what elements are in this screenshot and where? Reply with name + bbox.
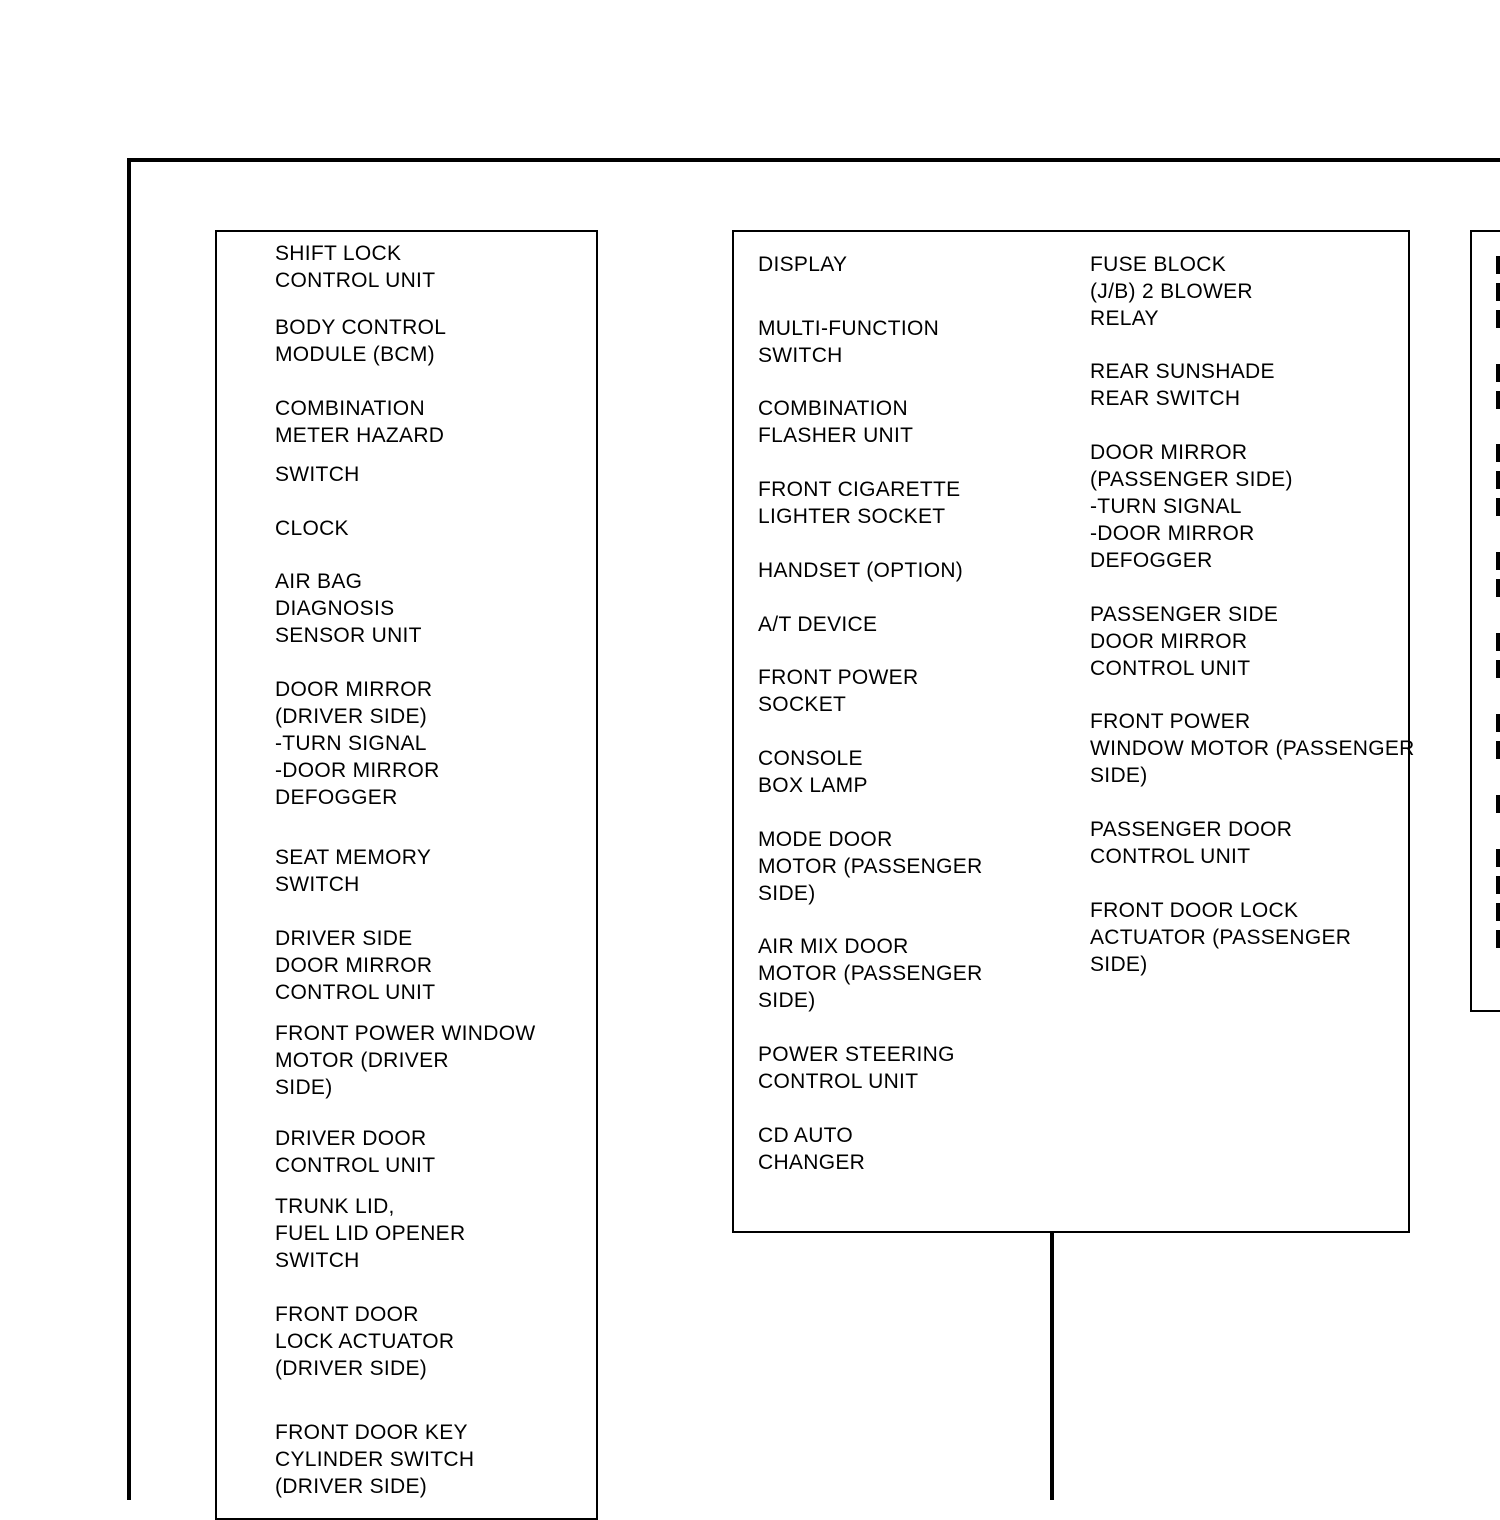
- component-label: DRIVER SIDE DOOR MIRROR CONTROL UNIT: [275, 927, 436, 1004]
- component-label: AIR MIX DOOR MOTOR (PASSENGER SIDE): [758, 935, 983, 1012]
- clipped-text-fragment: [1496, 795, 1500, 813]
- clipped-text-fragment: [1496, 741, 1500, 759]
- component-label: A/T DEVICE: [758, 613, 878, 636]
- component-label: HANDSET (OPTION): [758, 559, 964, 582]
- outer-frame-top: [127, 158, 1500, 162]
- component-label: FRONT POWER SOCKET: [758, 666, 919, 716]
- component-label: REAR SUNSHADE REAR SWITCH: [1090, 360, 1275, 410]
- right-component-box-partial: [1470, 230, 1500, 1012]
- component-label: DISPLAY: [758, 253, 848, 276]
- component-label: CONSOLE BOX LAMP: [758, 747, 868, 797]
- component-label: FRONT CIGARETTE LIGHTER SOCKET: [758, 478, 961, 528]
- component-label: MULTI-FUNCTION SWITCH: [758, 317, 940, 367]
- clipped-text-fragment: [1496, 930, 1500, 948]
- component-label: FRONT POWER WINDOW MOTOR (DRIVER SIDE): [275, 1022, 536, 1099]
- component-label: FRONT POWER WINDOW MOTOR (PASSENGER SIDE): [1090, 710, 1415, 787]
- component-label: DOOR MIRROR (PASSENGER SIDE) -TURN SIGNAL -DOOR MIRROR DEFOGGER: [1090, 441, 1293, 572]
- component-label: FUSE BLOCK (J/B) 2 BLOWER RELAY: [1090, 253, 1253, 330]
- clipped-text-fragment: [1496, 256, 1500, 274]
- component-label: PASSENGER SIDE DOOR MIRROR CONTROL UNIT: [1090, 603, 1279, 680]
- component-label: POWER STEERING CONTROL UNIT: [758, 1043, 955, 1093]
- clipped-text-fragment: [1496, 660, 1500, 678]
- component-label: COMBINATION METER HAZARD: [275, 397, 445, 447]
- component-label: FRONT DOOR KEY CYLINDER SWITCH (DRIVER SIDE): [275, 1421, 475, 1498]
- component-label: SWITCH: [275, 463, 360, 486]
- component-label: AIR BAG DIAGNOSIS SENSOR UNIT: [275, 570, 422, 647]
- component-label: TRUNK LID, FUEL LID OPENER SWITCH: [275, 1195, 466, 1272]
- component-label: CLOCK: [275, 517, 349, 540]
- clipped-text-fragment: [1496, 552, 1500, 570]
- clipped-text-fragment: [1496, 444, 1500, 462]
- component-label: DOOR MIRROR (DRIVER SIDE) -TURN SIGNAL -DOOR MIRROR DEFOGGER: [275, 678, 440, 809]
- clipped-text-fragment: [1496, 391, 1500, 409]
- clipped-text-fragment: [1496, 498, 1500, 516]
- clipped-text-fragment: [1496, 633, 1500, 651]
- component-label: PASSENGER DOOR CONTROL UNIT: [1090, 818, 1293, 868]
- component-label: CD AUTO CHANGER: [758, 1124, 866, 1174]
- outer-frame-left: [127, 158, 131, 1500]
- component-label: BODY CONTROL MODULE (BCM): [275, 316, 447, 366]
- connector-line: [1050, 1233, 1054, 1500]
- clipped-text-fragment: [1496, 364, 1500, 382]
- clipped-text-fragment: [1496, 579, 1500, 597]
- component-label: FRONT DOOR LOCK ACTUATOR (DRIVER SIDE): [275, 1303, 455, 1380]
- clipped-text-fragment: [1496, 471, 1500, 489]
- clipped-text-fragment: [1496, 903, 1500, 921]
- component-label: COMBINATION FLASHER UNIT: [758, 397, 914, 447]
- clipped-text-fragment: [1496, 283, 1500, 301]
- component-label: FRONT DOOR LOCK ACTUATOR (PASSENGER SIDE): [1090, 899, 1352, 976]
- component-label: SHIFT LOCK CONTROL UNIT: [275, 242, 436, 292]
- component-label: MODE DOOR MOTOR (PASSENGER SIDE): [758, 828, 983, 905]
- clipped-text-fragment: [1496, 310, 1500, 328]
- clipped-text-fragment: [1496, 876, 1500, 894]
- component-label: DRIVER DOOR CONTROL UNIT: [275, 1127, 436, 1177]
- component-label: SEAT MEMORY SWITCH: [275, 846, 432, 896]
- clipped-text-fragment: [1496, 714, 1500, 732]
- clipped-text-fragment: [1496, 849, 1500, 867]
